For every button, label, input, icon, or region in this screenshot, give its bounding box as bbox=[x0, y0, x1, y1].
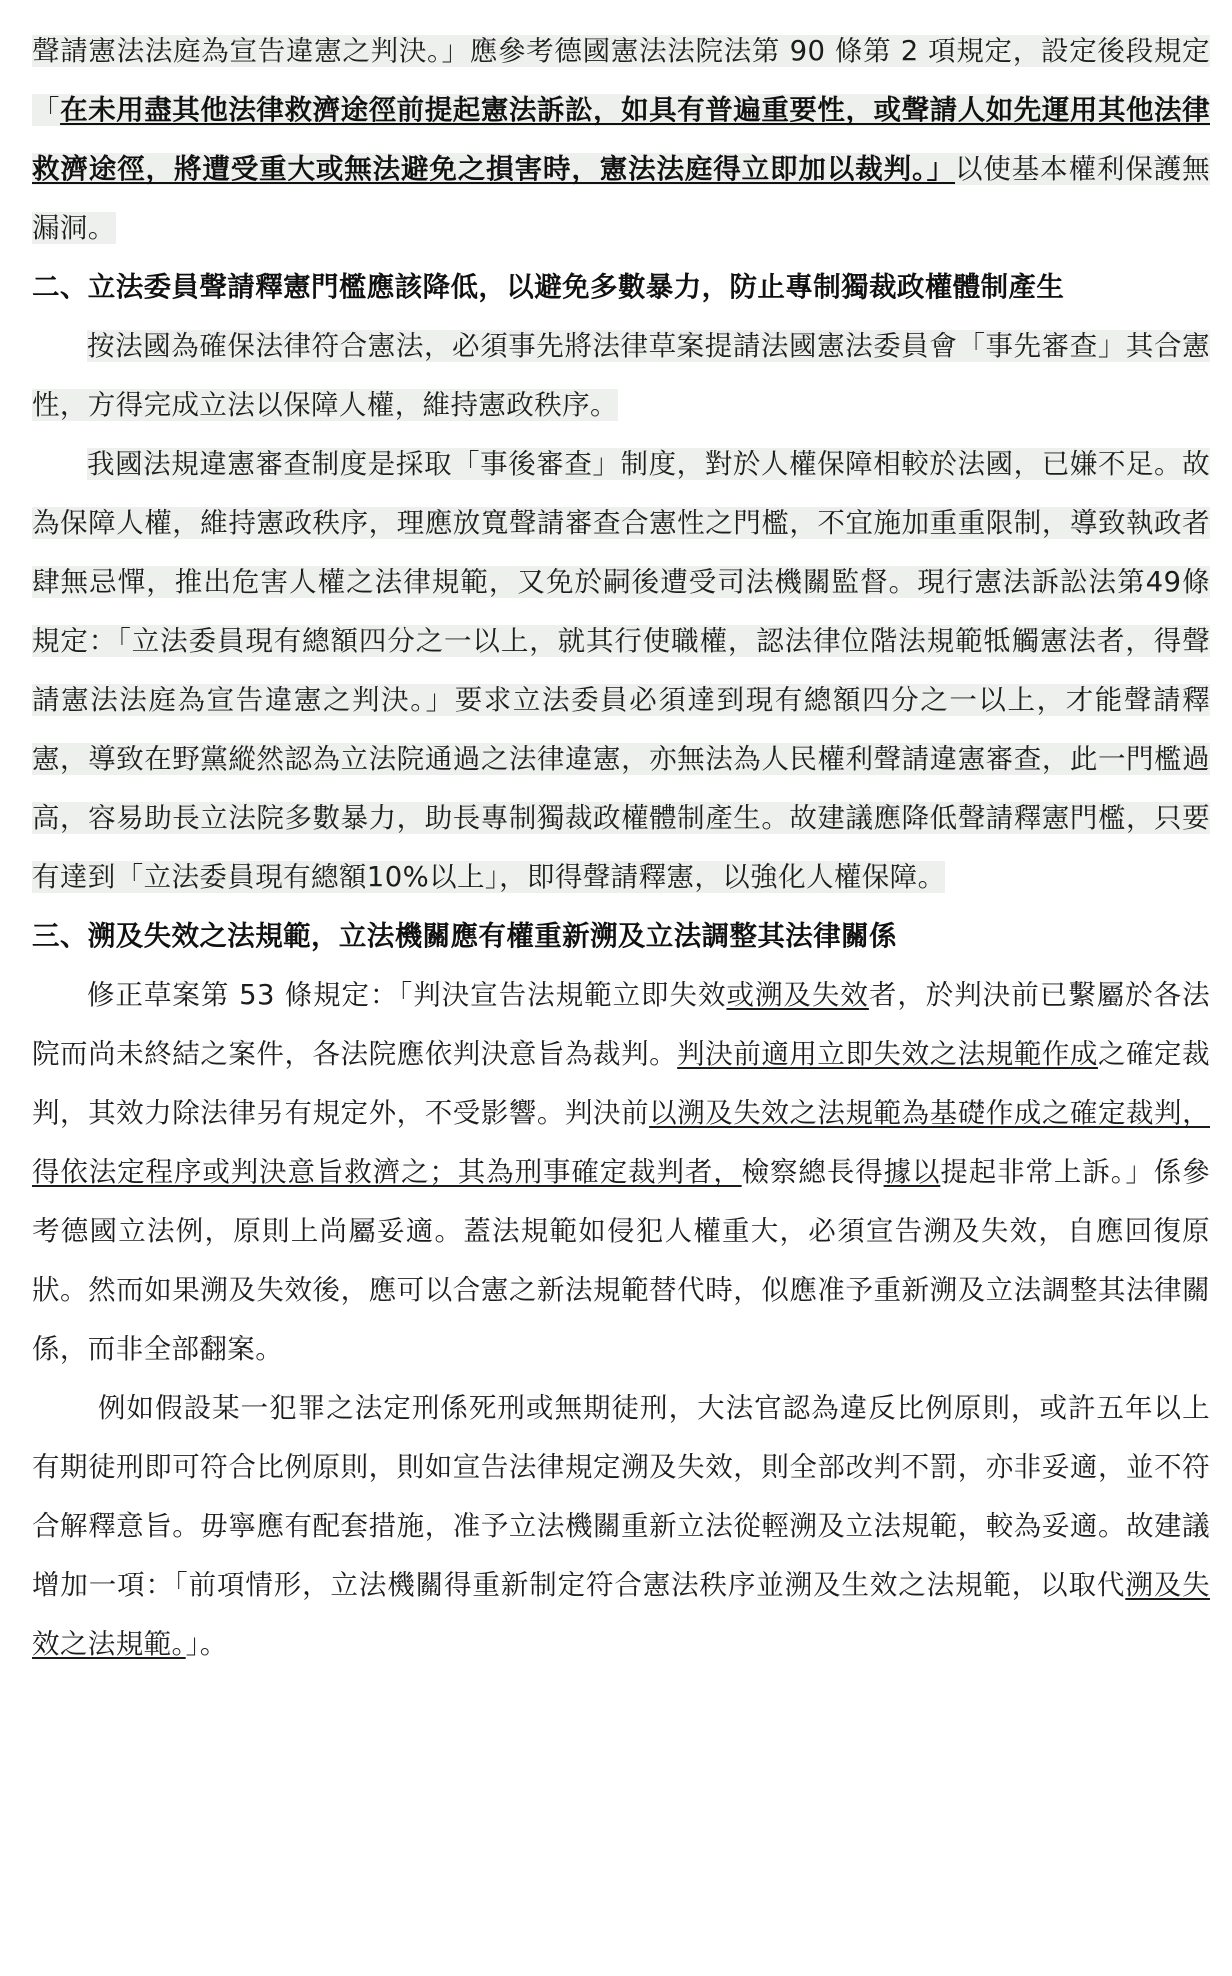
text-run: 我國法規違憲審查制度是採取「事後審查」制度，對於人權保障相較於法國，已嫌不足。故為保障人權，維持憲政秩序，理應放寬聲請審查合憲性之門檻，不宜施加重重限制，導致執政者肆無忌憚，推出危害人權之法律規範，又免於嗣後遭受司法機關監督。現行憲法訴訟法第49條規定：「立法委員現有總額四分之一以上，就其行使職權，認法律位階法規範牴觸憲法者，得聲請憲法法庭為宣告違憲之判決。」要求立法委員必須達到現有總額四分之一以上，才能聲請釋憲，導致在野黨縱然認為立法院通過之法律違憲，亦無法為人民權利聲請違憲審查，此一門檻過高，容易助長立法院多數暴力，助長專制獨裁政權體制產生。故建議應降低聲請釋憲門檻，只要有達到「立法委員現有總額10%以上」，即得聲請釋憲，以強化人權保障。 bbox=[32, 448, 1210, 893]
paragraph-article-53 bbox=[32, 966, 1210, 1379]
document-page bbox=[32, 22, 1210, 1674]
underlined-text: 溯及失效之法規範。 bbox=[32, 1569, 1210, 1660]
text-run: 聲請憲法法庭為宣告違憲之判決。」應參考德國憲法法院法第 90 條第 2 項規定，設定後段規定「 bbox=[32, 35, 1210, 126]
underlined-text: 判決前適用立即失效之法規範作成 bbox=[677, 1038, 1098, 1070]
section-heading-3: 三、溯及失效之法規範，立法機關應有權重新溯及立法調整其法律關係 bbox=[32, 920, 897, 952]
text-run: 者，於判決前已繫屬於各法院而尚未終結之案件，各法院應依判決意旨為裁判。 bbox=[32, 979, 1210, 1070]
paragraph-constitutional-complaint bbox=[32, 22, 1210, 258]
paragraph-example bbox=[32, 1379, 1210, 1674]
text-run: 之確定裁判，其效力除法律另有規定外，不受影響。判決前 bbox=[32, 1038, 1210, 1129]
text-run: 以使基本權利保護無漏洞。 bbox=[32, 153, 1210, 244]
text-run: 提起非常上訴。」係參考德國立法例，原則上尚屬妥適。蓋法規範如侵犯人權重大，必須宣告溯及失效，自應回復原狀。然而如果溯及失效後，應可以合憲之新法規範替代時，似應准予重新溯及立法調整其法律關係，而非全部翻案。 bbox=[32, 1156, 1211, 1365]
paragraph-threshold bbox=[32, 435, 1210, 907]
bold-underlined-text: 在未用盡其他法律救濟途徑前提起憲法訴訟，如具有普遍重要性，或聲請人如先運用其他法律救濟途徑，將遭受重大或無法避免之損害時，憲法法庭得立即加以裁判。」 bbox=[32, 94, 1210, 185]
underlined-text: 或溯及失效 bbox=[726, 979, 869, 1011]
text-run: 檢察總長得 bbox=[741, 1156, 884, 1188]
underlined-text: 以溯及失效之法規範為基礎作成之確定裁判，得依法定程序或判決意旨救濟之；其為刑事確定裁判者， bbox=[32, 1097, 1210, 1188]
text-run: 」。 bbox=[185, 1628, 228, 1660]
underlined-text: 據以 bbox=[883, 1156, 941, 1188]
text-run: 按法國為確保法律符合憲法，必須事先將法律草案提請法國憲法委員會「事先審查」其合憲性，方得完成立法以保障人權，維持憲政秩序。 bbox=[32, 330, 1210, 421]
paragraph-france-review bbox=[32, 317, 1210, 435]
text-run: 例如假設某一犯罪之法定刑係死刑或無期徒刑，大法官認為違反比例原則，或許五年以上有期徒刑即可符合比例原則，則如宣告法律規定溯及失效，則全部改判不罰，亦非妥適，並不符合解釋意旨。毋寧應有配套措施，准予立法機關重新立法從輕溯及立法規範，較為妥適。故建議增加一項：「前項情形，立法機關得重新制定符合憲法秩序並溯及生效之法規範，以取代 bbox=[32, 1392, 1210, 1601]
text-run: 修正草案第 53 條規定：「判決宣告法規範立即失效 bbox=[87, 979, 727, 1011]
section-heading-2: 二、立法委員聲請釋憲門檻應該降低，以避免多數暴力，防止專制獨裁政權體制產生 bbox=[32, 271, 1065, 303]
